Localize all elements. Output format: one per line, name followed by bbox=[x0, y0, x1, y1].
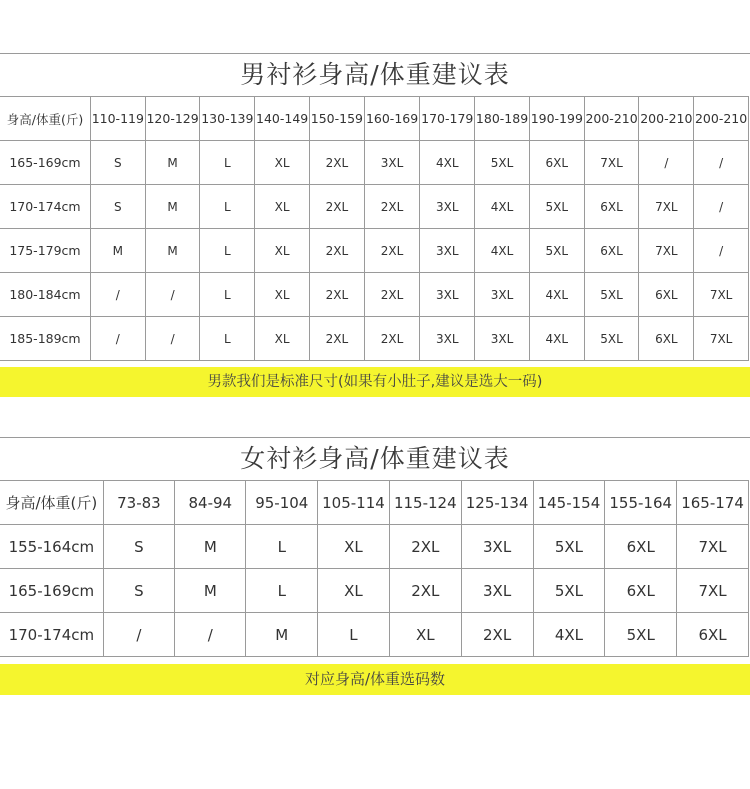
women-top-rule bbox=[0, 437, 750, 438]
women-header-row bbox=[0, 481, 749, 525]
weight-range-header-cell: 73-83 bbox=[103, 481, 174, 525]
weight-range-header-cell: 170-179 bbox=[420, 97, 475, 141]
size-cell: L bbox=[200, 317, 255, 361]
height-range-cell: 165-169cm bbox=[0, 569, 103, 613]
size-cell: 2XL bbox=[389, 525, 461, 569]
size-cell: 4XL bbox=[529, 317, 584, 361]
height-weight-header-cell: 身高/体重(斤) bbox=[0, 481, 103, 525]
size-cell: M bbox=[145, 185, 200, 229]
size-cell: 2XL bbox=[310, 273, 365, 317]
size-cell: 7XL bbox=[677, 569, 749, 613]
size-cell: 7XL bbox=[639, 185, 694, 229]
size-cell: L bbox=[200, 141, 255, 185]
size-cell: 5XL bbox=[533, 525, 605, 569]
size-cell: 3XL bbox=[420, 317, 475, 361]
weight-range-header-cell: 120-129 bbox=[145, 97, 200, 141]
size-cell: / bbox=[175, 613, 246, 657]
size-cell: 4XL bbox=[420, 141, 475, 185]
size-cell: 6XL bbox=[639, 273, 694, 317]
height-range-cell: 170-174cm bbox=[0, 185, 90, 229]
size-cell: 2XL bbox=[364, 273, 420, 317]
weight-range-header-cell: 145-154 bbox=[533, 481, 605, 525]
height-range-cell: 175-179cm bbox=[0, 229, 90, 273]
size-cell: S bbox=[90, 185, 145, 229]
size-cell: 5XL bbox=[584, 317, 639, 361]
size-cell: 3XL bbox=[364, 141, 420, 185]
women-size-note-banner bbox=[0, 664, 750, 695]
size-cell: M bbox=[145, 141, 200, 185]
size-cell: 5XL bbox=[529, 229, 584, 273]
weight-range-header-cell: 190-199 bbox=[529, 97, 584, 141]
size-cell: M bbox=[90, 229, 145, 273]
size-cell: 2XL bbox=[461, 613, 533, 657]
size-cell: M bbox=[175, 525, 246, 569]
size-cell: S bbox=[103, 569, 174, 613]
women-size-table bbox=[0, 480, 749, 657]
men-size-note: 男款我们是标准尺寸(如果有小肚子,建议是选大一码) bbox=[207, 374, 543, 390]
weight-range-header-cell: 95-104 bbox=[246, 481, 318, 525]
size-cell: XL bbox=[318, 569, 390, 613]
size-cell: 7XL bbox=[694, 273, 749, 317]
size-cell: 7XL bbox=[639, 229, 694, 273]
size-cell: L bbox=[200, 229, 255, 273]
table-row bbox=[0, 141, 749, 185]
size-cell: XL bbox=[255, 317, 310, 361]
weight-range-header-cell: 150-159 bbox=[310, 97, 365, 141]
size-cell: S bbox=[90, 141, 145, 185]
men-size-note-banner bbox=[0, 367, 750, 397]
size-cell: 2XL bbox=[364, 185, 420, 229]
size-cell: / bbox=[145, 273, 200, 317]
size-cell: 2XL bbox=[310, 141, 365, 185]
height-weight-header-cell: 身高/体重(斤) bbox=[0, 97, 90, 141]
size-cell: L bbox=[200, 185, 255, 229]
size-cell: 6XL bbox=[584, 229, 639, 273]
height-range-cell: 155-164cm bbox=[0, 525, 103, 569]
size-cell: / bbox=[145, 317, 200, 361]
size-cell: 4XL bbox=[475, 229, 530, 273]
size-cell: 7XL bbox=[584, 141, 639, 185]
size-cell: 3XL bbox=[461, 525, 533, 569]
size-cell: L bbox=[200, 273, 255, 317]
size-cell: 6XL bbox=[605, 525, 677, 569]
men-top-rule bbox=[0, 53, 750, 54]
size-cell: / bbox=[103, 613, 174, 657]
size-cell: 4XL bbox=[475, 185, 530, 229]
size-cell: 6XL bbox=[677, 613, 749, 657]
size-cell: M bbox=[145, 229, 200, 273]
size-cell: 2XL bbox=[310, 229, 365, 273]
height-range-cell: 170-174cm bbox=[0, 613, 103, 657]
size-cell: 4XL bbox=[529, 273, 584, 317]
table-row bbox=[0, 525, 749, 569]
size-cell: XL bbox=[255, 273, 310, 317]
size-cell: XL bbox=[255, 185, 310, 229]
weight-range-header-cell: 165-174 bbox=[677, 481, 749, 525]
table-row bbox=[0, 317, 749, 361]
men-size-chart-title: 男衬衫身高/体重建议表 bbox=[240, 60, 510, 89]
weight-range-header-cell: 180-189 bbox=[475, 97, 530, 141]
weight-range-header-cell: 140-149 bbox=[255, 97, 310, 141]
size-cell: M bbox=[246, 613, 318, 657]
weight-range-header-cell: 110-119 bbox=[90, 97, 145, 141]
size-cell: / bbox=[90, 317, 145, 361]
weight-range-header-cell: 200-210 bbox=[694, 97, 749, 141]
weight-range-header-cell: 105-114 bbox=[318, 481, 390, 525]
size-cell: 3XL bbox=[461, 569, 533, 613]
size-cell: / bbox=[694, 229, 749, 273]
size-cell: S bbox=[103, 525, 174, 569]
weight-range-header-cell: 200-210 bbox=[639, 97, 694, 141]
size-cell: L bbox=[246, 525, 318, 569]
height-range-cell: 165-169cm bbox=[0, 141, 90, 185]
table-row bbox=[0, 273, 749, 317]
size-cell: 5XL bbox=[605, 613, 677, 657]
men-header-row bbox=[0, 97, 749, 141]
size-cell: M bbox=[175, 569, 246, 613]
size-cell: 3XL bbox=[420, 185, 475, 229]
weight-range-header-cell: 130-139 bbox=[200, 97, 255, 141]
size-cell: L bbox=[318, 613, 390, 657]
size-cell: 3XL bbox=[420, 273, 475, 317]
height-range-cell: 180-184cm bbox=[0, 273, 90, 317]
size-cell: 5XL bbox=[533, 569, 605, 613]
size-cell: 6XL bbox=[605, 569, 677, 613]
size-cell: 5XL bbox=[475, 141, 530, 185]
size-cell: 4XL bbox=[533, 613, 605, 657]
size-cell: 2XL bbox=[364, 317, 420, 361]
size-cell: XL bbox=[255, 141, 310, 185]
size-cell: 2XL bbox=[364, 229, 420, 273]
weight-range-header-cell: 200-210 bbox=[584, 97, 639, 141]
men-size-table bbox=[0, 96, 749, 361]
size-cell: 6XL bbox=[584, 185, 639, 229]
weight-range-header-cell: 115-124 bbox=[389, 481, 461, 525]
size-cell: XL bbox=[318, 525, 390, 569]
size-cell: 3XL bbox=[475, 273, 530, 317]
table-row bbox=[0, 229, 749, 273]
size-cell: / bbox=[694, 185, 749, 229]
size-cell: 2XL bbox=[310, 185, 365, 229]
size-cell: 7XL bbox=[694, 317, 749, 361]
size-cell: XL bbox=[389, 613, 461, 657]
size-cell: 2XL bbox=[310, 317, 365, 361]
table-row bbox=[0, 613, 749, 657]
size-cell: XL bbox=[255, 229, 310, 273]
weight-range-header-cell: 160-169 bbox=[364, 97, 420, 141]
size-cell: 3XL bbox=[420, 229, 475, 273]
size-cell: 2XL bbox=[389, 569, 461, 613]
weight-range-header-cell: 125-134 bbox=[461, 481, 533, 525]
size-cell: / bbox=[694, 141, 749, 185]
size-cell: 5XL bbox=[584, 273, 639, 317]
women-size-note: 对应身高/体重选码数 bbox=[304, 670, 446, 688]
size-cell: / bbox=[639, 141, 694, 185]
weight-range-header-cell: 84-94 bbox=[175, 481, 246, 525]
size-cell: 6XL bbox=[529, 141, 584, 185]
table-row bbox=[0, 569, 749, 613]
height-range-cell: 185-189cm bbox=[0, 317, 90, 361]
women-size-chart-title: 女衬衫身高/体重建议表 bbox=[240, 444, 510, 473]
size-cell: 3XL bbox=[475, 317, 530, 361]
size-cell: / bbox=[90, 273, 145, 317]
table-row bbox=[0, 185, 749, 229]
size-cell: L bbox=[246, 569, 318, 613]
size-cell: 5XL bbox=[529, 185, 584, 229]
size-cell: 6XL bbox=[639, 317, 694, 361]
weight-range-header-cell: 155-164 bbox=[605, 481, 677, 525]
size-cell: 7XL bbox=[677, 525, 749, 569]
